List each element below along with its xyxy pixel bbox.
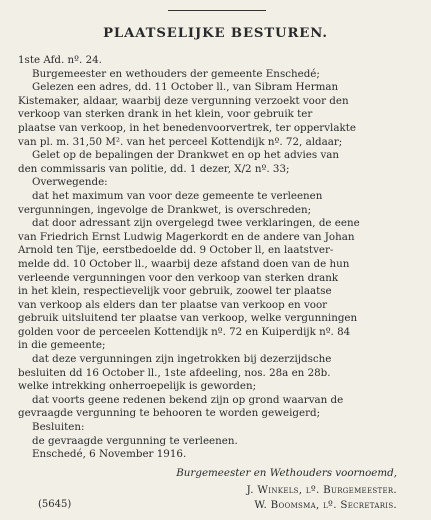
top-rule — [168, 10, 266, 11]
text-line: Gelet op de bepalingen der Drankwet en op het advies van — [32, 149, 340, 162]
text-line: van pl. m. 31,50 M². van het perceel Kottendijk nº. 72, aldaar; — [18, 135, 343, 148]
text-line: Arnold ten Tije, eerstbedoelde dd. 9 October ll, en laatstver- — [18, 244, 334, 257]
text-line: Gelezen een adres, dd. 11 October ll., van Sibram Herman — [32, 81, 339, 94]
text-line: Burgemeester en wethouders der gemeente Enschedé; — [32, 67, 320, 80]
text-line: dat deze vergunningen zijn ingetrokken bij dezerzijdsche — [32, 353, 332, 366]
signature-title: Burgemeester en Wethouders voornoemd, — [176, 467, 397, 479]
text-line: dat het maximum van voor deze gemeente te verleenen — [32, 189, 323, 202]
text-line: vergunningen, ingevolge de Drankwet, is overschreden; — [18, 203, 312, 216]
text-line: Kistemaker, aldaar, waarbij deze vergunning verzoekt voor den — [18, 94, 349, 107]
text-line: verleende vergunningen voor den verkoop van sterken drank — [18, 271, 339, 284]
text-line: golden voor de perceelen Kottendijk nº. 72 en Kuiperdijk nº. 84 — [18, 325, 351, 338]
signer-secretary: W. Boomsma, lº. Secretaris. — [254, 499, 397, 511]
text-line: in die gemeente; — [18, 339, 106, 352]
text-line: verkoop van sterken drank in het klein, voor gebruik ter — [18, 108, 313, 121]
text-line: Besluiten: — [32, 421, 85, 434]
text-line: gebruik uitsluitend ter plaatse van verkoop, welke vergunningen — [18, 312, 358, 325]
text-line: Overwegende: — [32, 176, 108, 189]
text-line: van verkoop als elders dan ter plaatse van verkoop en voor — [18, 298, 328, 311]
signer-mayor: J. Winkels, lº. Burgemeester. — [246, 484, 397, 496]
text-line: dat voorts geene redenen bekend zijn op grond waarvan de — [32, 393, 344, 406]
section-heading: PLAATSELIJKE BESTUREN. — [103, 26, 328, 41]
text-line: plaatse van verkoop, in het benedenvoorvertrek, ter oppervlakte — [18, 121, 356, 134]
document-body — [18, 54, 421, 462]
text-line: de gevraagde vergunning te verleenen. — [32, 434, 238, 447]
text-line: welke intrekking onherroepelijk is geworden; — [18, 380, 257, 393]
text-line: besluiten dd 16 October ll., 1ste afdeeling, nos. 28a en 28b. — [18, 366, 331, 379]
text-line: den commissaris van politie, dd. 1 dezer, X/2 nº. 33; — [18, 162, 290, 175]
text-line: in het klein, respectievelijk voor gebruik, zoowel ter plaatse — [18, 285, 332, 298]
text-line: gevraagde vergunning te behooren te worden geweigerd; — [18, 407, 321, 420]
text-line: dat door adressant zijn overgelegd twee verklaringen, de eene — [32, 217, 360, 230]
text-line: van Friedrich Ernst Ludwig Magerkordt en de andere van Johan — [18, 230, 355, 243]
text-line: 1ste Afd. nº. 24. — [18, 54, 102, 66]
text-line: Enschedé, 6 November 1916. — [32, 448, 187, 461]
reference-number: (5645) — [38, 499, 72, 510]
text-line: melde dd. 10 October ll., waarbij deze afstand doen van de hun — [18, 257, 350, 270]
